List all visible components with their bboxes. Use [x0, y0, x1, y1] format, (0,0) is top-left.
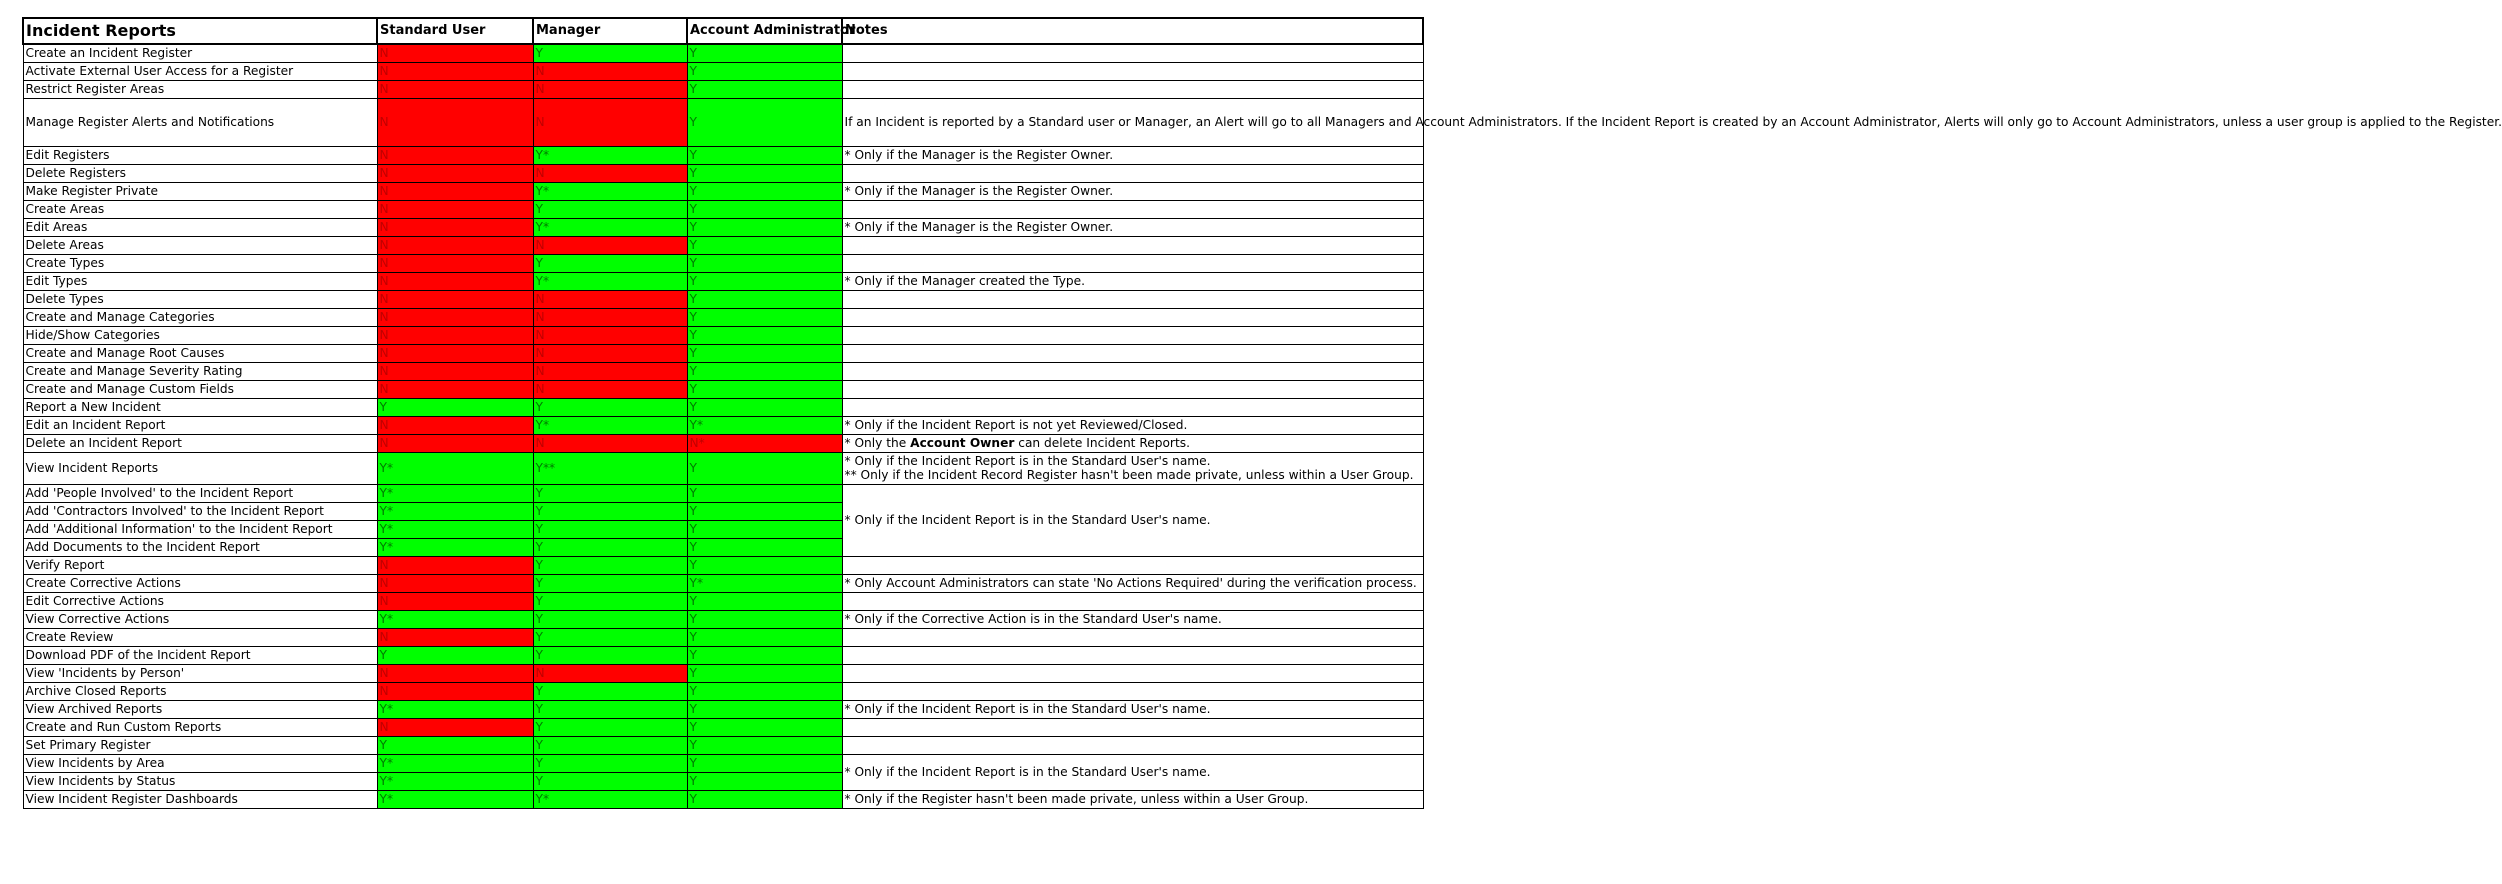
- notes-cell: [842, 80, 1423, 98]
- permission-cell-standard-user: N: [377, 218, 533, 236]
- permission-cell-account-administrator: Y: [687, 682, 842, 700]
- permission-cell-manager: Y: [533, 502, 687, 520]
- notes-cell: [842, 98, 2502, 146]
- permission-cell-standard-user: N: [377, 574, 533, 592]
- feature-cell: Hide/Show Categories: [23, 326, 377, 344]
- permission-cell-standard-user: N: [377, 718, 533, 736]
- table-row: [23, 380, 1423, 398]
- feature-cell: Add 'Contractors Involved' to the Incident Report: [23, 502, 377, 520]
- permission-cell-account-administrator: Y: [687, 520, 842, 538]
- permission-cell-manager: N: [533, 362, 687, 380]
- feature-cell: Add 'Additional Information' to the Incident Report: [23, 520, 377, 538]
- permission-cell-account-administrator: Y: [687, 272, 842, 290]
- note-text: ** Only if the Incident Record Register hasn't been made private, unless within a User Group.: [844, 468, 1414, 482]
- feature-cell: Add 'People Involved' to the Incident Report: [23, 484, 377, 502]
- table-row: [23, 362, 1423, 380]
- table-row: [23, 290, 1423, 308]
- feature-cell: Create Areas: [23, 200, 377, 218]
- table-row: [23, 574, 1423, 592]
- notes-cell: [842, 592, 1423, 610]
- table-row: [23, 344, 1423, 362]
- column-header-account-administrator: Account Administrator: [687, 18, 842, 44]
- feature-cell: Verify Report: [23, 556, 377, 574]
- note-text: * Only if the Incident Report is in the Standard User's name.: [844, 513, 1211, 527]
- table-body: [23, 44, 2502, 808]
- permission-cell-standard-user: N: [377, 98, 533, 146]
- notes-cell: [842, 700, 1423, 718]
- notes-cell: [842, 682, 1423, 700]
- permission-cell-manager: Y*: [533, 790, 687, 808]
- permission-cell-account-administrator: Y: [687, 646, 842, 664]
- table-row: [23, 200, 1423, 218]
- permission-cell-standard-user: Y: [377, 736, 533, 754]
- feature-cell: Restrict Register Areas: [23, 80, 377, 98]
- permission-cell-account-administrator: Y: [687, 754, 842, 772]
- notes-cell: [842, 146, 1423, 164]
- permission-cell-account-administrator: Y: [687, 62, 842, 80]
- permissions-table: [22, 17, 2502, 809]
- table-row: [23, 718, 1423, 736]
- permission-cell-manager: Y*: [533, 218, 687, 236]
- permission-cell-account-administrator: Y: [687, 502, 842, 520]
- permission-cell-manager: N: [533, 98, 687, 146]
- permission-cell-account-administrator: Y: [687, 344, 842, 362]
- permission-cell-standard-user: N: [377, 380, 533, 398]
- notes-cell: [842, 416, 1423, 434]
- permission-cell-manager: Y: [533, 44, 687, 62]
- feature-cell: Delete Types: [23, 290, 377, 308]
- feature-cell: Set Primary Register: [23, 736, 377, 754]
- feature-cell: View 'Incidents by Person': [23, 664, 377, 682]
- permission-cell-account-administrator: Y: [687, 254, 842, 272]
- permission-cell-standard-user: Y*: [377, 754, 533, 772]
- permission-cell-account-administrator: Y: [687, 610, 842, 628]
- permission-cell-account-administrator: Y*: [687, 416, 842, 434]
- permission-cell-account-administrator: Y: [687, 790, 842, 808]
- permission-cell-manager: Y: [533, 254, 687, 272]
- permission-cell-manager: Y: [533, 610, 687, 628]
- table-row: [23, 452, 1423, 484]
- notes-cell: [842, 754, 1423, 790]
- table-row: [23, 592, 1423, 610]
- permission-cell-manager: N: [533, 236, 687, 254]
- permission-cell-account-administrator: Y: [687, 182, 842, 200]
- permission-cell-manager: Y: [533, 538, 687, 556]
- permission-cell-standard-user: N: [377, 628, 533, 646]
- notes-cell: [842, 610, 1423, 628]
- feature-cell: View Incident Reports: [23, 452, 377, 484]
- permission-cell-account-administrator: Y: [687, 308, 842, 326]
- feature-cell: Edit Corrective Actions: [23, 592, 377, 610]
- notes-cell: [842, 556, 1423, 574]
- permission-cell-manager: Y**: [533, 452, 687, 484]
- note-bold-text: Account Owner: [910, 436, 1015, 450]
- feature-cell: Download PDF of the Incident Report: [23, 646, 377, 664]
- feature-cell: Create and Manage Severity Rating: [23, 362, 377, 380]
- permission-cell-account-administrator: Y: [687, 556, 842, 574]
- feature-cell: Create an Incident Register: [23, 44, 377, 62]
- permission-cell-standard-user: N: [377, 416, 533, 434]
- permission-cell-standard-user: Y*: [377, 700, 533, 718]
- table-row: [23, 164, 1423, 182]
- permission-cell-standard-user: N: [377, 362, 533, 380]
- permission-cell-manager: N: [533, 80, 687, 98]
- permission-cell-manager: Y: [533, 682, 687, 700]
- feature-cell: Make Register Private: [23, 182, 377, 200]
- permission-cell-standard-user: N: [377, 272, 533, 290]
- feature-cell: Edit Types: [23, 272, 377, 290]
- permission-cell-standard-user: N: [377, 80, 533, 98]
- permission-cell-manager: N: [533, 434, 687, 452]
- table-row: [23, 736, 1423, 754]
- permission-cell-standard-user: Y*: [377, 452, 533, 484]
- feature-cell: Delete Registers: [23, 164, 377, 182]
- permission-cell-account-administrator: Y: [687, 380, 842, 398]
- table-row: [23, 218, 1423, 236]
- feature-cell: Edit an Incident Report: [23, 416, 377, 434]
- feature-cell: Add Documents to the Incident Report: [23, 538, 377, 556]
- table-title: Incident Reports: [23, 18, 377, 44]
- permission-cell-standard-user: Y*: [377, 538, 533, 556]
- permission-cell-account-administrator: Y: [687, 362, 842, 380]
- permission-cell-manager: N: [533, 380, 687, 398]
- permission-cell-manager: Y: [533, 200, 687, 218]
- notes-cell: [842, 326, 1423, 344]
- note-text: * Only if the Manager created the Type.: [844, 274, 1086, 288]
- permission-cell-manager: Y: [533, 398, 687, 416]
- permission-cell-manager: N: [533, 62, 687, 80]
- notes-cell: [842, 628, 1423, 646]
- table-row: [23, 484, 1423, 502]
- permission-cell-account-administrator: Y: [687, 452, 842, 484]
- note-text: * Only if the Incident Report is in the Standard User's name.: [844, 765, 1211, 779]
- permission-cell-account-administrator: Y: [687, 398, 842, 416]
- feature-cell: Report a New Incident: [23, 398, 377, 416]
- table-row: [23, 434, 1423, 452]
- table-row: [23, 98, 1423, 146]
- note-text: * Only Account Administrators can state 'No Actions Required' during the verification process.: [844, 576, 1417, 590]
- permission-cell-manager: Y*: [533, 272, 687, 290]
- feature-cell: Create and Run Custom Reports: [23, 718, 377, 736]
- column-header-notes: Notes: [842, 18, 1423, 44]
- permission-cell-account-administrator: Y: [687, 538, 842, 556]
- permission-cell-standard-user: Y: [377, 398, 533, 416]
- feature-cell: Delete Areas: [23, 236, 377, 254]
- note-text: If an Incident is reported by a Standard user or Manager, an Alert will go to all Managers and Account Administrators. If the Incident Report is created by an Account Administrator, Alerts will only go to Account Administrators, unless a user group is applied to the Register.: [844, 115, 2502, 129]
- feature-cell: Create and Manage Custom Fields: [23, 380, 377, 398]
- notes-cell: [842, 380, 1423, 398]
- permission-cell-manager: N: [533, 164, 687, 182]
- permission-cell-manager: Y: [533, 700, 687, 718]
- permission-cell-account-administrator: Y: [687, 290, 842, 308]
- table-row: [23, 754, 1423, 772]
- permission-cell-manager: Y: [533, 718, 687, 736]
- notes-cell: [842, 182, 1423, 200]
- permission-cell-manager: Y*: [533, 146, 687, 164]
- table-row: [23, 556, 1423, 574]
- permission-cell-standard-user: N: [377, 182, 533, 200]
- permission-cell-standard-user: N: [377, 164, 533, 182]
- permission-cell-manager: Y: [533, 520, 687, 538]
- note-text: * Only if the Manager is the Register Owner.: [844, 184, 1114, 198]
- notes-cell: [842, 790, 1423, 808]
- permission-cell-standard-user: Y*: [377, 502, 533, 520]
- permission-cell-standard-user: Y*: [377, 790, 533, 808]
- permission-cell-account-administrator: Y: [687, 326, 842, 344]
- feature-cell: View Incidents by Area: [23, 754, 377, 772]
- note-text: * Only if the Register hasn't been made private, unless within a User Group.: [844, 792, 1309, 806]
- permission-cell-account-administrator: Y: [687, 772, 842, 790]
- permission-cell-standard-user: N: [377, 664, 533, 682]
- table-row: [23, 628, 1423, 646]
- permission-cell-account-administrator: Y: [687, 484, 842, 502]
- permission-cell-standard-user: Y*: [377, 484, 533, 502]
- permission-cell-manager: Y: [533, 628, 687, 646]
- permission-cell-manager: Y*: [533, 416, 687, 434]
- permission-cell-account-administrator: Y: [687, 218, 842, 236]
- feature-cell: Manage Register Alerts and Notifications: [23, 98, 377, 146]
- permission-cell-manager: N: [533, 326, 687, 344]
- feature-cell: Create and Manage Categories: [23, 308, 377, 326]
- notes-cell: [842, 272, 1423, 290]
- notes-cell: [842, 484, 1423, 556]
- note-text: * Only if the Incident Report is not yet Reviewed/Closed.: [844, 418, 1188, 432]
- table-row: [23, 146, 1423, 164]
- notes-cell: [842, 308, 1423, 326]
- note-text: * Only if the Manager is the Register Owner.: [844, 148, 1114, 162]
- table-row: [23, 44, 1423, 62]
- notes-cell: [842, 62, 1423, 80]
- permission-cell-standard-user: N: [377, 592, 533, 610]
- feature-cell: Create Review: [23, 628, 377, 646]
- table-row: [23, 308, 1423, 326]
- notes-cell: [842, 574, 1423, 592]
- table-row: [23, 664, 1423, 682]
- permission-cell-standard-user: Y*: [377, 520, 533, 538]
- table-row: [23, 80, 1423, 98]
- note-text: * Only if the Corrective Action is in the Standard User's name.: [844, 612, 1222, 626]
- column-header-manager: Manager: [533, 18, 687, 44]
- note-text: * Only if the Incident Report is in the Standard User's name.: [844, 454, 1211, 468]
- notes-cell: [842, 290, 1423, 308]
- table-row: [23, 236, 1423, 254]
- permission-cell-standard-user: Y: [377, 646, 533, 664]
- permission-cell-manager: N: [533, 290, 687, 308]
- permission-cell-manager: Y*: [533, 182, 687, 200]
- permission-cell-manager: Y: [533, 484, 687, 502]
- permission-cell-account-administrator: Y: [687, 236, 842, 254]
- permission-cell-manager: Y: [533, 574, 687, 592]
- permission-cell-manager: N: [533, 664, 687, 682]
- table-row: [23, 790, 1423, 808]
- permission-cell-account-administrator: N*: [687, 434, 842, 452]
- feature-cell: View Incidents by Status: [23, 772, 377, 790]
- permission-cell-manager: Y: [533, 646, 687, 664]
- notes-cell: [842, 452, 1423, 484]
- feature-cell: Create Types: [23, 254, 377, 272]
- permission-cell-account-administrator: Y: [687, 200, 842, 218]
- notes-cell: [842, 218, 1423, 236]
- table-row: [23, 700, 1423, 718]
- notes-cell: [842, 200, 1423, 218]
- note-text: * Only if the Incident Report is in the Standard User's name.: [844, 702, 1211, 716]
- notes-cell: [842, 718, 1423, 736]
- permission-cell-account-administrator: Y: [687, 628, 842, 646]
- table-row: [23, 646, 1423, 664]
- permission-cell-manager: Y: [533, 592, 687, 610]
- permission-cell-manager: Y: [533, 736, 687, 754]
- feature-cell: Archive Closed Reports: [23, 682, 377, 700]
- permission-cell-standard-user: N: [377, 200, 533, 218]
- permission-cell-account-administrator: Y: [687, 164, 842, 182]
- permission-cell-account-administrator: Y: [687, 700, 842, 718]
- feature-cell: Edit Areas: [23, 218, 377, 236]
- permission-cell-account-administrator: Y: [687, 146, 842, 164]
- feature-cell: Activate External User Access for a Register: [23, 62, 377, 80]
- permission-cell-manager: Y: [533, 754, 687, 772]
- notes-cell: [842, 44, 1423, 62]
- permission-cell-account-administrator: Y: [687, 664, 842, 682]
- permission-cell-standard-user: N: [377, 434, 533, 452]
- permission-cell-account-administrator: Y: [687, 44, 842, 62]
- feature-cell: Create Corrective Actions: [23, 574, 377, 592]
- permission-cell-standard-user: N: [377, 44, 533, 62]
- column-header-standard-user: Standard User: [377, 18, 533, 44]
- permission-cell-standard-user: Y*: [377, 610, 533, 628]
- notes-cell: [842, 434, 1423, 452]
- permission-cell-standard-user: N: [377, 308, 533, 326]
- table-row: [23, 272, 1423, 290]
- permission-cell-standard-user: N: [377, 62, 533, 80]
- feature-cell: View Archived Reports: [23, 700, 377, 718]
- feature-cell: Create and Manage Root Causes: [23, 344, 377, 362]
- table-row: [23, 398, 1423, 416]
- permission-cell-manager: N: [533, 308, 687, 326]
- table-row: [23, 682, 1423, 700]
- permission-cell-standard-user: N: [377, 326, 533, 344]
- notes-cell: [842, 362, 1423, 380]
- permission-cell-manager: Y: [533, 556, 687, 574]
- table-row: [23, 326, 1423, 344]
- permission-cell-account-administrator: Y: [687, 80, 842, 98]
- permission-cell-manager: N: [533, 344, 687, 362]
- notes-cell: [842, 236, 1423, 254]
- permission-cell-standard-user: N: [377, 556, 533, 574]
- permission-cell-standard-user: N: [377, 344, 533, 362]
- permission-cell-manager: Y: [533, 772, 687, 790]
- feature-cell: View Incident Register Dashboards: [23, 790, 377, 808]
- table-row: [23, 62, 1423, 80]
- feature-cell: View Corrective Actions: [23, 610, 377, 628]
- header-row: [23, 18, 1423, 44]
- feature-cell: Edit Registers: [23, 146, 377, 164]
- permission-cell-standard-user: N: [377, 146, 533, 164]
- permission-cell-account-administrator: Y: [687, 592, 842, 610]
- permission-cell-account-administrator: Y: [687, 736, 842, 754]
- notes-cell: [842, 254, 1423, 272]
- note-text: can delete Incident Reports.: [1014, 436, 1190, 450]
- notes-cell: [842, 664, 1423, 682]
- notes-cell: [842, 398, 1423, 416]
- permission-cell-standard-user: N: [377, 682, 533, 700]
- table-row: [23, 416, 1423, 434]
- table-row: [23, 610, 1423, 628]
- notes-cell: [842, 164, 1423, 182]
- table-row: [23, 254, 1423, 272]
- note-text: * Only if the Manager is the Register Owner.: [844, 220, 1114, 234]
- notes-cell: [842, 736, 1423, 754]
- notes-cell: [842, 646, 1423, 664]
- permission-cell-standard-user: Y*: [377, 772, 533, 790]
- notes-cell: [842, 344, 1423, 362]
- permission-cell-standard-user: N: [377, 290, 533, 308]
- table-row: [23, 182, 1423, 200]
- permission-cell-account-administrator: Y: [687, 98, 842, 146]
- permission-cell-account-administrator: Y: [687, 718, 842, 736]
- permission-cell-standard-user: N: [377, 254, 533, 272]
- permission-cell-account-administrator: Y*: [687, 574, 842, 592]
- feature-cell: Delete an Incident Report: [23, 434, 377, 452]
- permission-cell-standard-user: N: [377, 236, 533, 254]
- note-text: * Only the: [844, 436, 911, 450]
